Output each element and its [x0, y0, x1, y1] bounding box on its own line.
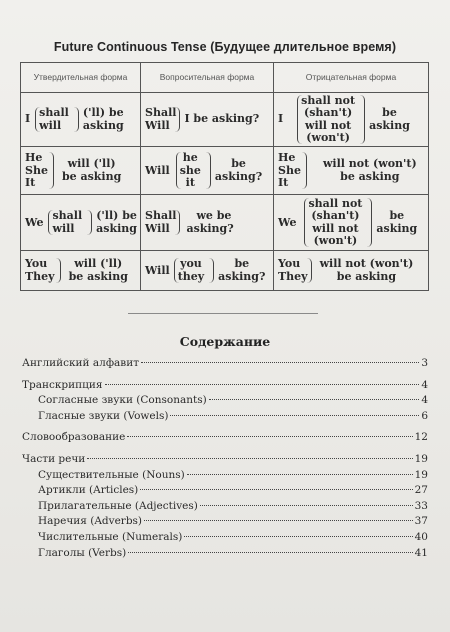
aux-text: Shall — [145, 106, 177, 120]
aux-text: shall — [52, 209, 83, 223]
aux-text: Will — [145, 263, 170, 277]
verb-text: be — [234, 257, 250, 271]
subject-text: It — [25, 175, 36, 189]
toc-entry[interactable] — [22, 394, 428, 410]
subject-text: They — [25, 269, 55, 283]
subject-text: they — [177, 269, 205, 283]
verb-text: be asking — [340, 169, 400, 183]
aux-text: (shan't) — [304, 106, 353, 120]
toc-leader-dots — [141, 362, 419, 363]
affirmative-cell — [21, 93, 141, 147]
toc-entry-title: Английский алфавит — [22, 357, 140, 369]
verb-text: will ('ll) — [67, 157, 116, 171]
toc-entry[interactable] — [22, 357, 428, 373]
toc-entry-page: 41 — [414, 546, 428, 559]
toc-entry-title: Прилагательные (Adjectives) — [38, 499, 198, 512]
toc-leader-dots — [184, 536, 412, 537]
toc-entry-page: 40 — [414, 530, 428, 543]
left-brace — [48, 210, 85, 235]
toc-entry-title: Глаголы (Verbs) — [38, 546, 127, 559]
toc-entry[interactable] — [22, 469, 428, 485]
toc-entry[interactable] — [22, 547, 428, 563]
negative-cell — [274, 147, 429, 195]
question-text: I be asking? — [184, 112, 260, 126]
toc-leader-dots — [144, 520, 413, 521]
toc-entry-title: Согласные звуки (Consonants) — [38, 394, 207, 407]
toc-leader-dots — [87, 458, 412, 459]
negative-cell — [274, 195, 429, 251]
toc-entry-title: Артикли (Articles) — [38, 484, 139, 497]
aux-text: will not — [312, 221, 359, 235]
toc-entry[interactable] — [22, 431, 428, 447]
toc-entry-page: 19 — [414, 468, 428, 481]
subject-text: he — [182, 151, 198, 165]
subject-text: She — [278, 163, 301, 177]
divider-line — [128, 313, 318, 314]
affirmative-cell — [21, 147, 141, 195]
table-row — [21, 147, 429, 195]
aux-text: (won't) — [306, 130, 350, 144]
toc-leader-dots — [140, 489, 412, 490]
table-row — [21, 195, 429, 251]
header-negative: Отрицательная форма — [274, 63, 429, 93]
toc-entry-title: Словообразование — [22, 431, 126, 444]
verb-text: be — [231, 157, 246, 171]
toc-entry-page: 37 — [414, 515, 428, 528]
subject-text: It — [278, 175, 289, 189]
aux-text: Will — [145, 163, 170, 177]
aux-text: shall not — [308, 197, 363, 211]
toc-entry-title: Гласные звуки (Vowels) — [38, 409, 169, 422]
aux-text: shall — [39, 106, 69, 120]
aux-text: Will — [145, 118, 170, 132]
verb-text: be — [108, 106, 124, 120]
grammar-table — [20, 62, 429, 291]
aux-text: will not — [304, 118, 352, 132]
toc-leader-dots — [127, 436, 412, 437]
left-brace — [176, 152, 204, 189]
toc-entry-title: Части речи — [22, 452, 86, 465]
toc-leader-dots — [187, 474, 413, 475]
toc-entry-page: 4 — [421, 394, 428, 407]
table-of-contents — [22, 357, 428, 562]
right-brace — [367, 198, 372, 247]
toc-entry[interactable] — [22, 500, 428, 516]
subject-text: You — [25, 257, 48, 271]
question-text: asking? — [186, 221, 234, 235]
toc-entry-title: Существительные (Nouns) — [38, 468, 185, 481]
subject-text: she — [179, 163, 201, 177]
verb-text: be — [389, 209, 405, 223]
affirmative-cell — [21, 251, 141, 291]
toc-entry[interactable] — [22, 515, 428, 531]
aux-text: shall not — [301, 94, 356, 107]
interrogative-cell — [141, 147, 274, 195]
right-brace — [360, 95, 365, 144]
subject-text: I — [25, 112, 31, 126]
toc-leader-dots — [105, 384, 420, 385]
contraction-text: ('ll) — [96, 209, 119, 223]
contents-heading: Содержание — [179, 334, 271, 349]
verb-text: asking — [376, 221, 418, 235]
subject-text: He — [25, 151, 43, 165]
verb-text: be asking — [336, 269, 397, 283]
verb-text: asking? — [214, 169, 263, 183]
verb-text: be — [122, 209, 137, 223]
aux-text: (shan't) — [311, 209, 360, 223]
verb-text: asking — [96, 221, 137, 235]
subject-text: We — [25, 215, 44, 229]
question-text: we be — [196, 209, 232, 223]
right-brace — [209, 258, 214, 283]
affirmative-cell — [21, 195, 141, 251]
page-title: Future Continuous Tense (Будущее длительное время) — [53, 40, 397, 54]
subject-text: They — [278, 269, 308, 283]
left-brace — [304, 198, 365, 247]
subject-text: We — [278, 215, 297, 229]
left-brace — [174, 258, 207, 283]
table-header-row — [21, 63, 429, 93]
verb-text: will not (won't) — [319, 257, 414, 271]
aux-text: will — [52, 221, 75, 235]
toc-entry[interactable] — [22, 484, 428, 500]
table-row — [21, 251, 429, 291]
interrogative-cell — [141, 251, 274, 291]
toc-entry-page: 33 — [414, 499, 428, 512]
negative-cell — [274, 93, 429, 147]
verb-text: be asking — [68, 269, 128, 283]
toc-entry-page: 27 — [414, 484, 428, 497]
toc-entry[interactable] — [22, 453, 428, 469]
toc-entry-title: Наречия (Adverbs) — [38, 515, 143, 528]
left-brace — [35, 107, 72, 132]
toc-entry-page: 19 — [414, 452, 428, 465]
header-interrogative: Вопросительная форма — [141, 63, 274, 93]
toc-entry-page: 6 — [421, 409, 428, 422]
toc-leader-dots — [209, 399, 420, 400]
toc-entry-title: Транскрипция — [22, 378, 103, 391]
toc-entry-title: Числительные (Numerals) — [38, 530, 183, 543]
verb-text: will ('ll) — [74, 257, 123, 271]
verb-text: will not (won't) — [322, 157, 417, 171]
interrogative-cell — [141, 195, 274, 251]
toc-entry[interactable] — [22, 410, 428, 426]
table-row — [21, 93, 429, 147]
toc-leader-dots — [128, 552, 412, 553]
header-affirmative: Утвердительная форма — [21, 63, 141, 93]
aux-text: Will — [145, 221, 170, 235]
subject-text: I — [278, 112, 284, 126]
subject-text: He — [278, 151, 296, 165]
interrogative-cell — [141, 93, 274, 147]
toc-leader-dots — [170, 415, 419, 416]
subject-text: She — [25, 163, 48, 177]
aux-text: (won't) — [313, 234, 358, 248]
right-brace — [87, 210, 92, 235]
subject-text: You — [278, 257, 301, 271]
right-brace — [74, 107, 79, 132]
right-brace — [206, 152, 211, 189]
toc-entry[interactable] — [22, 379, 428, 395]
verb-text: asking — [369, 118, 410, 132]
subject-text: it — [185, 175, 195, 189]
toc-entry[interactable] — [22, 531, 428, 547]
toc-entry-page: 12 — [414, 431, 428, 444]
negative-cell — [274, 251, 429, 291]
toc-leader-dots — [200, 505, 413, 506]
aux-text: Shall — [145, 209, 177, 223]
verb-text: be asking — [61, 169, 122, 183]
toc-entry-page: 3 — [421, 357, 428, 369]
verb-text: asking — [82, 118, 124, 132]
aux-text: will — [39, 118, 62, 132]
contraction-text: ('ll) — [82, 106, 106, 120]
subject-text: you — [180, 257, 202, 271]
verb-text: asking? — [218, 269, 266, 283]
toc-entry-page: 4 — [421, 378, 428, 391]
verb-text: be — [382, 106, 397, 120]
left-brace — [297, 95, 358, 144]
